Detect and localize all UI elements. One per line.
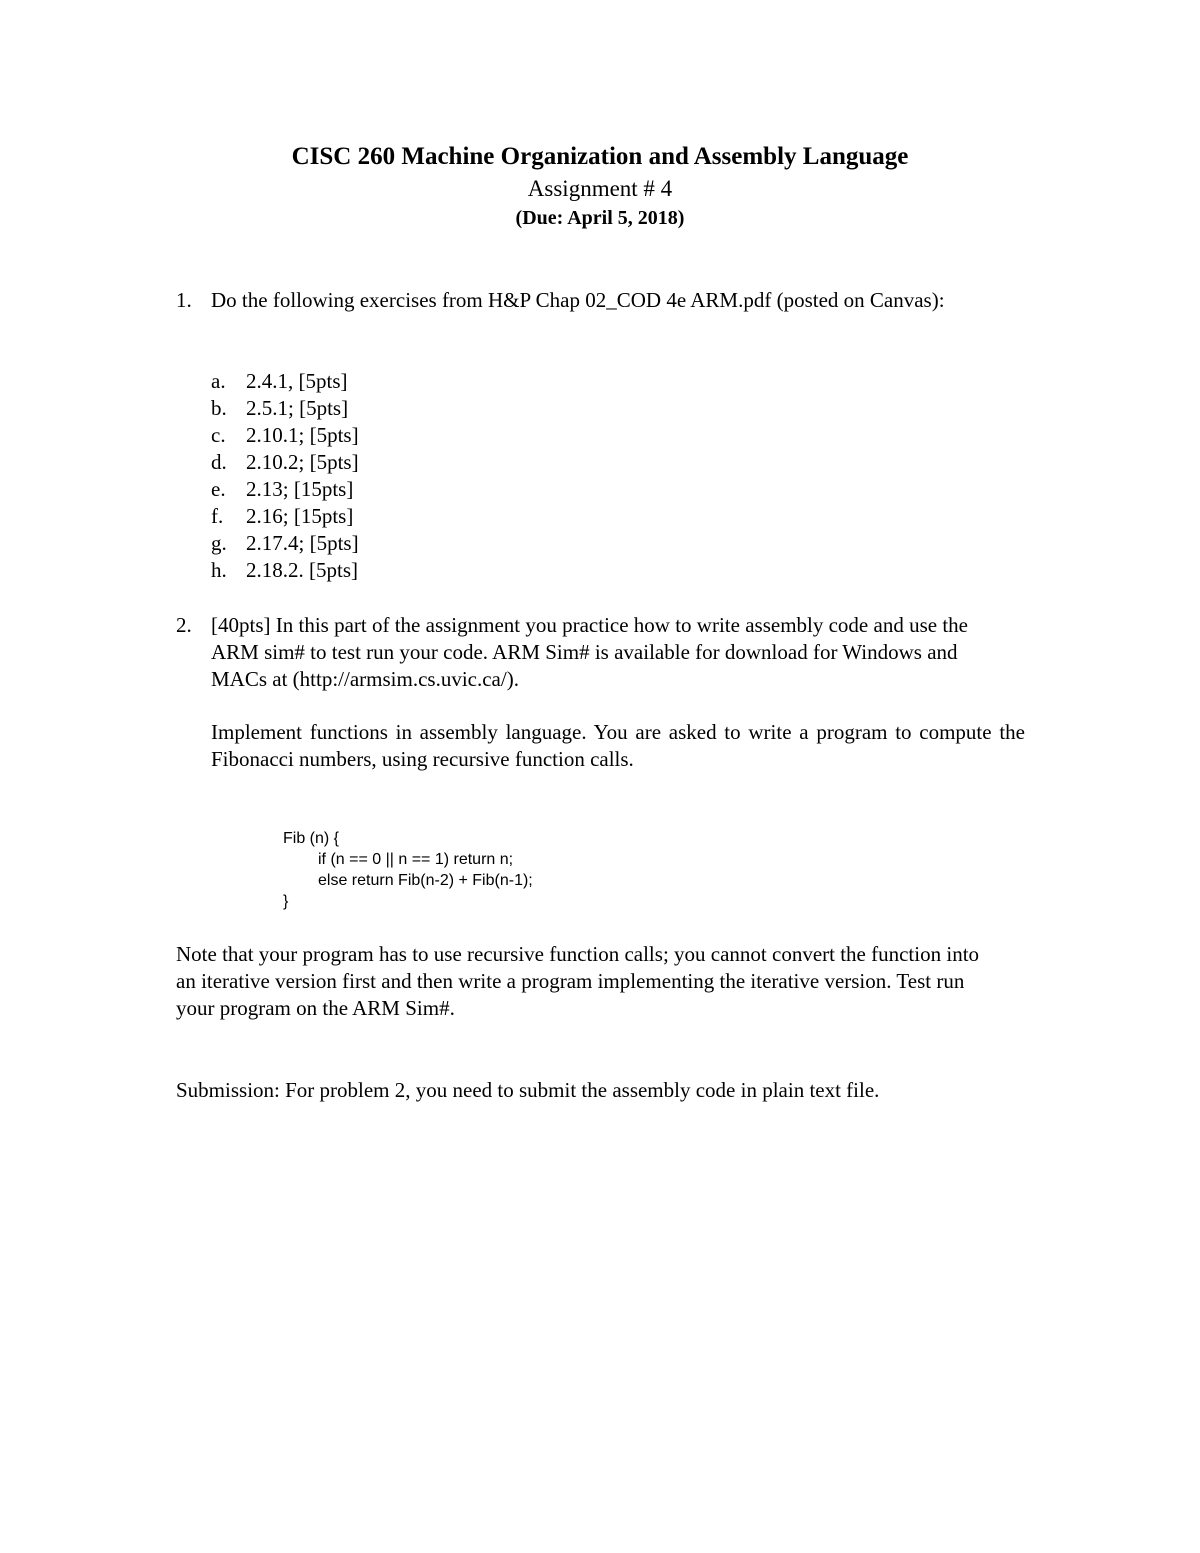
exercise-list — [211, 368, 359, 584]
due-date: (Due: April 5, 2018) — [515, 207, 685, 229]
list-item — [211, 422, 359, 449]
question-1-text: Do the following exercises from H&P Chap 02_COD 4e ARM.pdf (posted on Canvas): — [211, 288, 945, 312]
assignment-number: Assignment # 4 — [527, 176, 673, 201]
item-text: 2.5.1; [5pts] — [246, 396, 349, 420]
document-title: CISC 260 Machine Organization and Assembly Language — [291, 143, 909, 170]
question-2-number: 2. — [176, 613, 192, 637]
note-paragraph: Note that your program has to use recursive function calls; you cannot convert the function into an iterative version first and then write a program implementing the iterative version. Test run your program on the ARM Sim#. — [176, 942, 980, 1020]
item-text: 2.16; [15pts] — [246, 504, 354, 528]
list-item — [211, 368, 359, 395]
item-letter: f. — [211, 504, 224, 528]
item-letter: c. — [211, 423, 226, 447]
code-line: else return Fib(n-2) + Fib(n-1); — [318, 872, 533, 889]
item-letter: g. — [211, 531, 227, 555]
item-letter: e. — [211, 477, 226, 501]
code-line: if (n == 0 || n == 1) return n; — [318, 851, 514, 868]
item-text: 2.4.1, [5pts] — [246, 369, 348, 393]
item-text: 2.13; [15pts] — [246, 477, 354, 501]
code-line: } — [283, 893, 289, 910]
question-1-number: 1. — [176, 288, 192, 312]
question-2-instructions: Implement functions in assembly language. You are asked to write a program to compute the Fibonacci numbers, using recursive function calls. — [211, 720, 1025, 771]
item-text: 2.10.2; [5pts] — [246, 450, 359, 474]
item-letter: a. — [211, 369, 226, 393]
submission-instructions: Submission: For problem 2, you need to submit the assembly code in plain text file. — [176, 1078, 880, 1102]
code-line: Fib (n) { — [283, 830, 340, 847]
item-text: 2.17.4; [5pts] — [246, 531, 359, 555]
list-item — [211, 476, 359, 503]
question-2-text: [40pts] In this part of the assignment you practice how to write assembly code and use the ARM sim# to test run your code. ARM Sim# is available for download for Windows and MACs at (http://armsim.cs.uvic.ca/). — [211, 613, 968, 691]
list-item — [211, 395, 359, 422]
list-item — [211, 557, 359, 584]
item-letter: b. — [211, 396, 227, 420]
list-item — [211, 530, 359, 557]
code-block — [283, 828, 533, 912]
list-item — [211, 449, 359, 476]
item-letter: d. — [211, 450, 227, 474]
item-text: 2.18.2. [5pts] — [246, 558, 358, 582]
list-item — [211, 503, 359, 530]
item-text: 2.10.1; [5pts] — [246, 423, 359, 447]
item-letter: h. — [211, 558, 227, 582]
